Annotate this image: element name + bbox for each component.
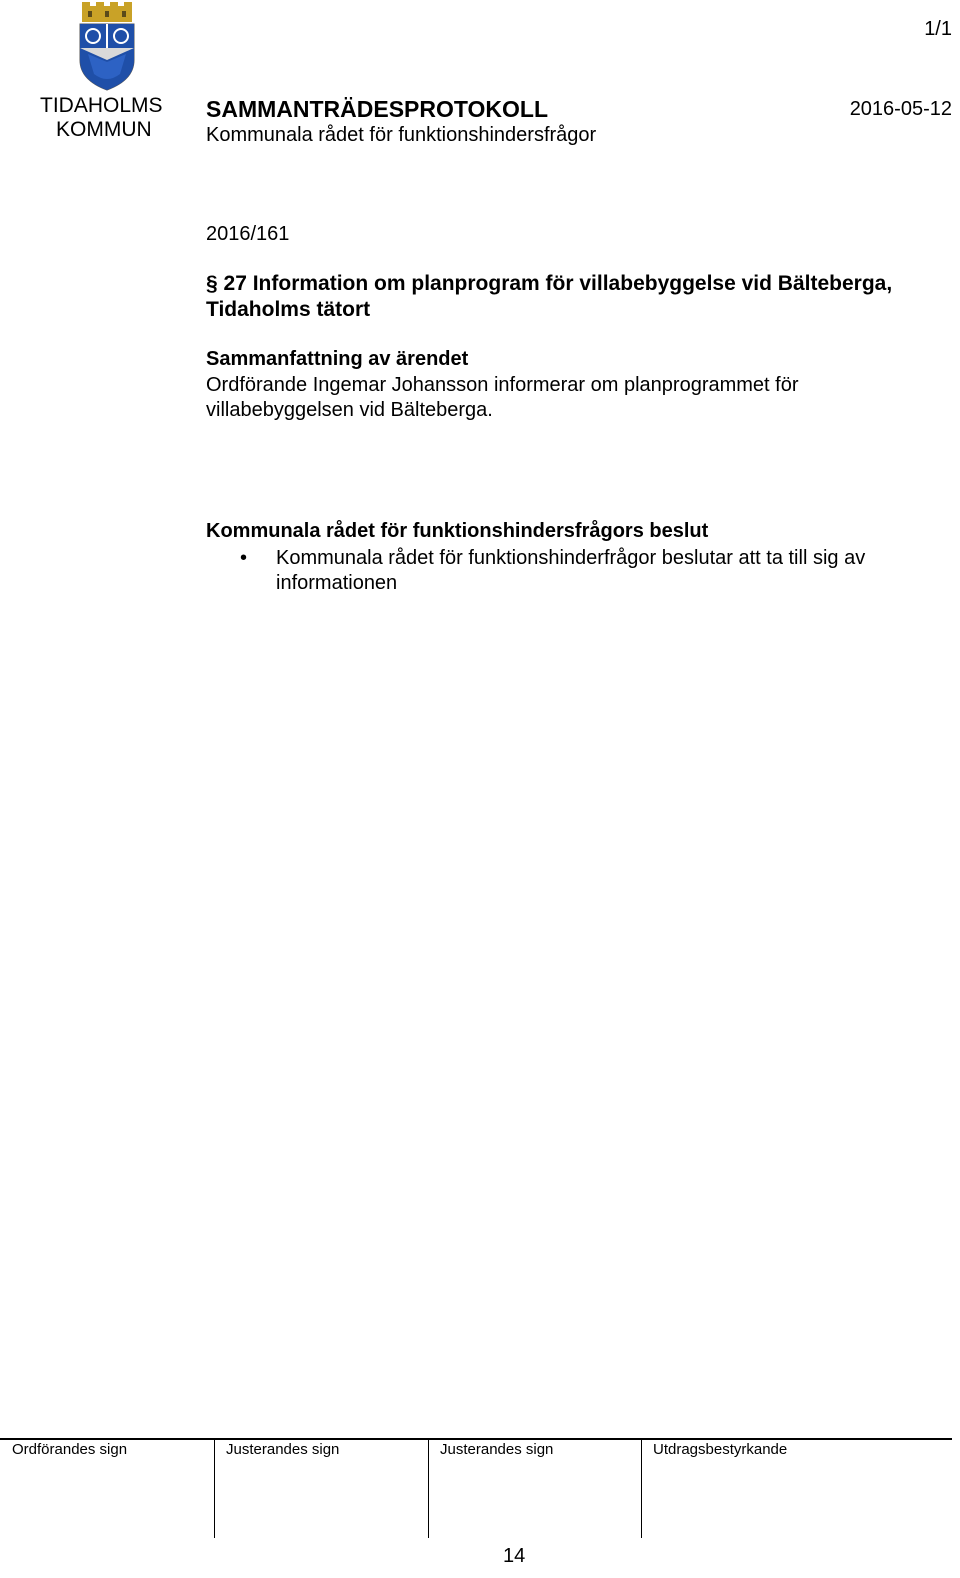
signature-label-adjuster-1: Justerandes sign (226, 1441, 340, 1458)
decision-item: Kommunala rådet för funktionshinderfrågor beslutar att ta till sig av informationen (276, 547, 866, 594)
signature-column-divider (428, 1440, 429, 1538)
decision-heading: Kommunala rådet för funktionshindersfrågors beslut (206, 520, 709, 542)
document-title: SAMMANTRÄDESPROTOKOLL (206, 96, 549, 122)
logo-text-line1: TIDAHOLMS (40, 94, 163, 117)
signature-label-certification: Utdragsbestyrkande (653, 1441, 788, 1458)
page-number: 1/1 (924, 18, 952, 40)
signature-column-divider (214, 1440, 215, 1538)
signature-label-chair: Ordförandes sign (12, 1441, 128, 1458)
logo-text-line2: KOMMUN (56, 118, 152, 141)
signature-column-divider (641, 1440, 642, 1538)
summary-text: Ordförande Ingemar Johansson informerar om planprogrammet för villabebyggelsen vid Bälteberga. (206, 374, 799, 421)
section-heading: § 27 Information om planprogram för villabebyggelse vid Bälteberga, Tidaholms tätort (206, 272, 893, 321)
footer-divider (0, 1438, 952, 1440)
coat-of-arms-icon (76, 2, 138, 92)
document-date: 2016-05-12 (849, 98, 952, 120)
signature-label-adjuster-2: Justerandes sign (440, 1441, 554, 1458)
footer-page-number: 14 (503, 1545, 526, 1567)
bullet-icon: • (240, 547, 248, 569)
committee-name: Kommunala rådet för funktionshindersfrågor (206, 124, 597, 146)
summary-heading: Sammanfattning av ärendet (206, 348, 469, 370)
case-number: 2016/161 (206, 223, 290, 245)
